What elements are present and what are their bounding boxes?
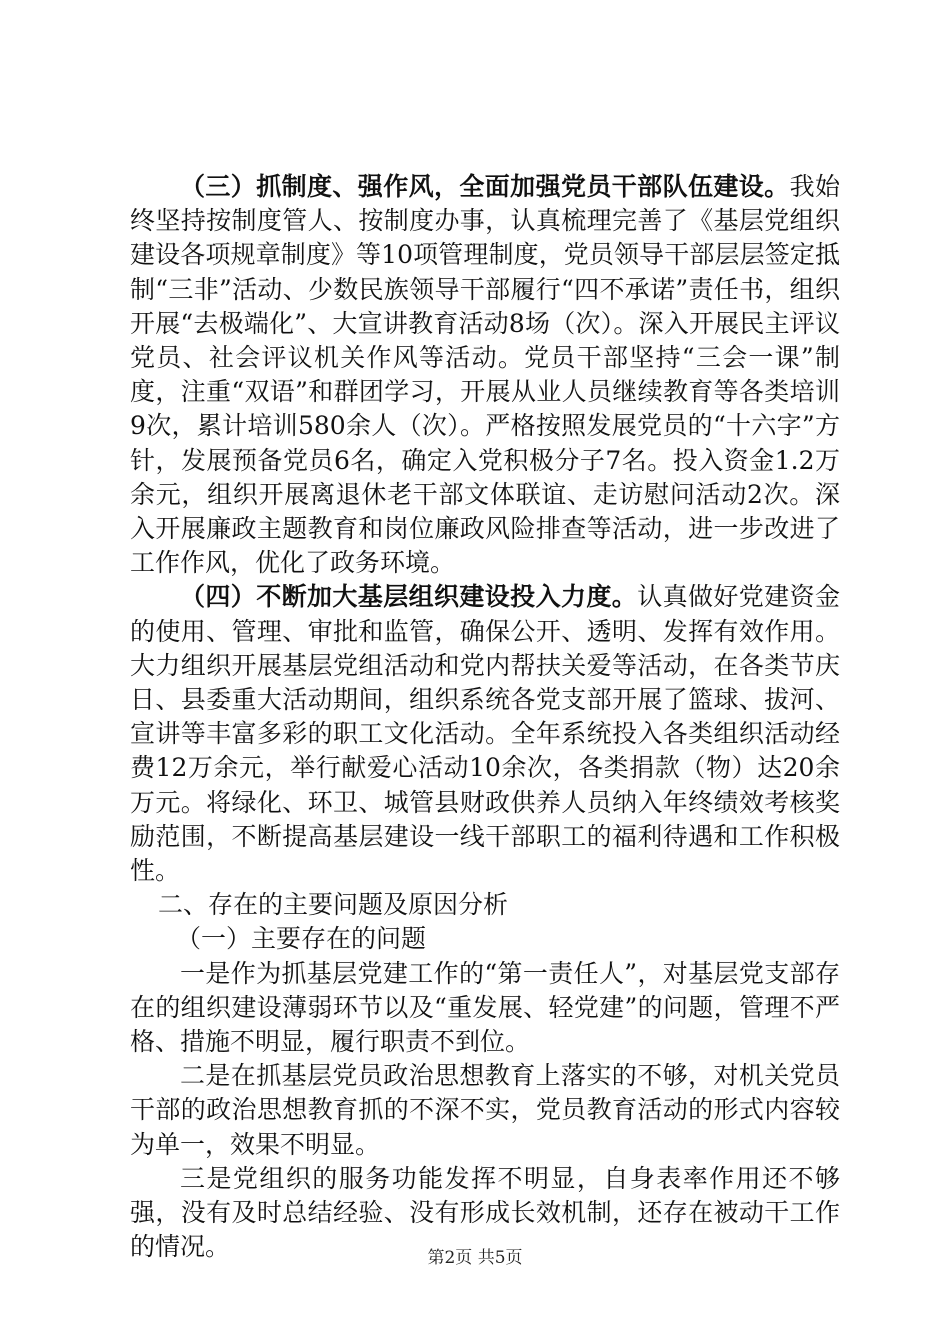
subsection-heading: （一）主要存在的问题 <box>176 924 427 954</box>
problem-paragraph-2: 二是在抓基层党员政治思想教育上落实的不够，对机关党员干部的政治思想教育抓的不深不实，党员教育活动的形式内容较为单一，效果不明显。 <box>130 1061 840 1159</box>
section-4-text: 认真做好党建资金的使用、管理、审批和监管，确保公开、透明、发挥有效作用。大力组织开展基层党组活动和党内帮扶关爱等活动，在各类节庆日、县委重大活动期间，组织系统各党支部开展了篮球、拔河、宣讲等丰富多彩的职工文化活动。全年系统投入各类组织活动经费12万余元，举行献爱心活动10余次，各类捐款（物）达20余万元。将绿化、环卫、城管县财政供养人员纳入年终绩效考核奖励范围，不断提高基层建设一线干部职工的福利待遇和工作积极性。 <box>130 582 840 886</box>
section-4-heading: （四）不断加大基层组织建设投入力度。 <box>180 582 638 612</box>
paragraph-section-3 <box>130 170 840 580</box>
chapter-heading: 二、存在的主要问题及原因分析 <box>158 890 509 920</box>
section-3-text: 我始终坚持按制度管人、按制度办事，认真梳理完善了《基层党组织建设各项规章制度》等10项管理制度，党员领导干部层层签定抵制“三非”活动、少数民族领导干部履行“四不承诺”责任书，组织开展“去极端化”、大宣讲教育活动8场（次）。深入开展民主评议党员、社会评议机关作风等活动。党员干部坚持“三会一课”制度，注重“双语”和群团学习，开展从业人员继续教育等各类培训9次，累计培训580余人（次）。严格按照发展党员的“十六字”方针，发展预备党员6名，确定入党积极分子7名。投入资金1.2万余元，组织开展离退休老干部文体联谊、走访慰问活动2次。深入开展廉政主题教育和岗位廉政风险排查等活动，进一步改进了工作作风，优化了政务环境。 <box>130 172 840 578</box>
paragraph-section-4 <box>130 580 840 888</box>
document-body <box>130 170 840 1265</box>
problem-paragraph-3: 三是党组织的服务功能发挥不明显，自身表率作用还不够强，没有及时总结经验、没有形成长效机制，还存在被动干工作的情况。 <box>130 1163 840 1262</box>
section-3-heading: （三）抓制度、强作风，全面加强党员干部队伍建设。 <box>180 172 790 201</box>
problem-paragraph-1: 一是作为抓基层党建工作的“第一责任人”，对基层党支部存在的组织建设薄弱环节以及“重发展、轻党建”的问题，管理不严格、措施不明显，履行职责不到位。 <box>130 958 840 1057</box>
page-number-footer: 第2页 共5页 <box>427 1248 523 1268</box>
